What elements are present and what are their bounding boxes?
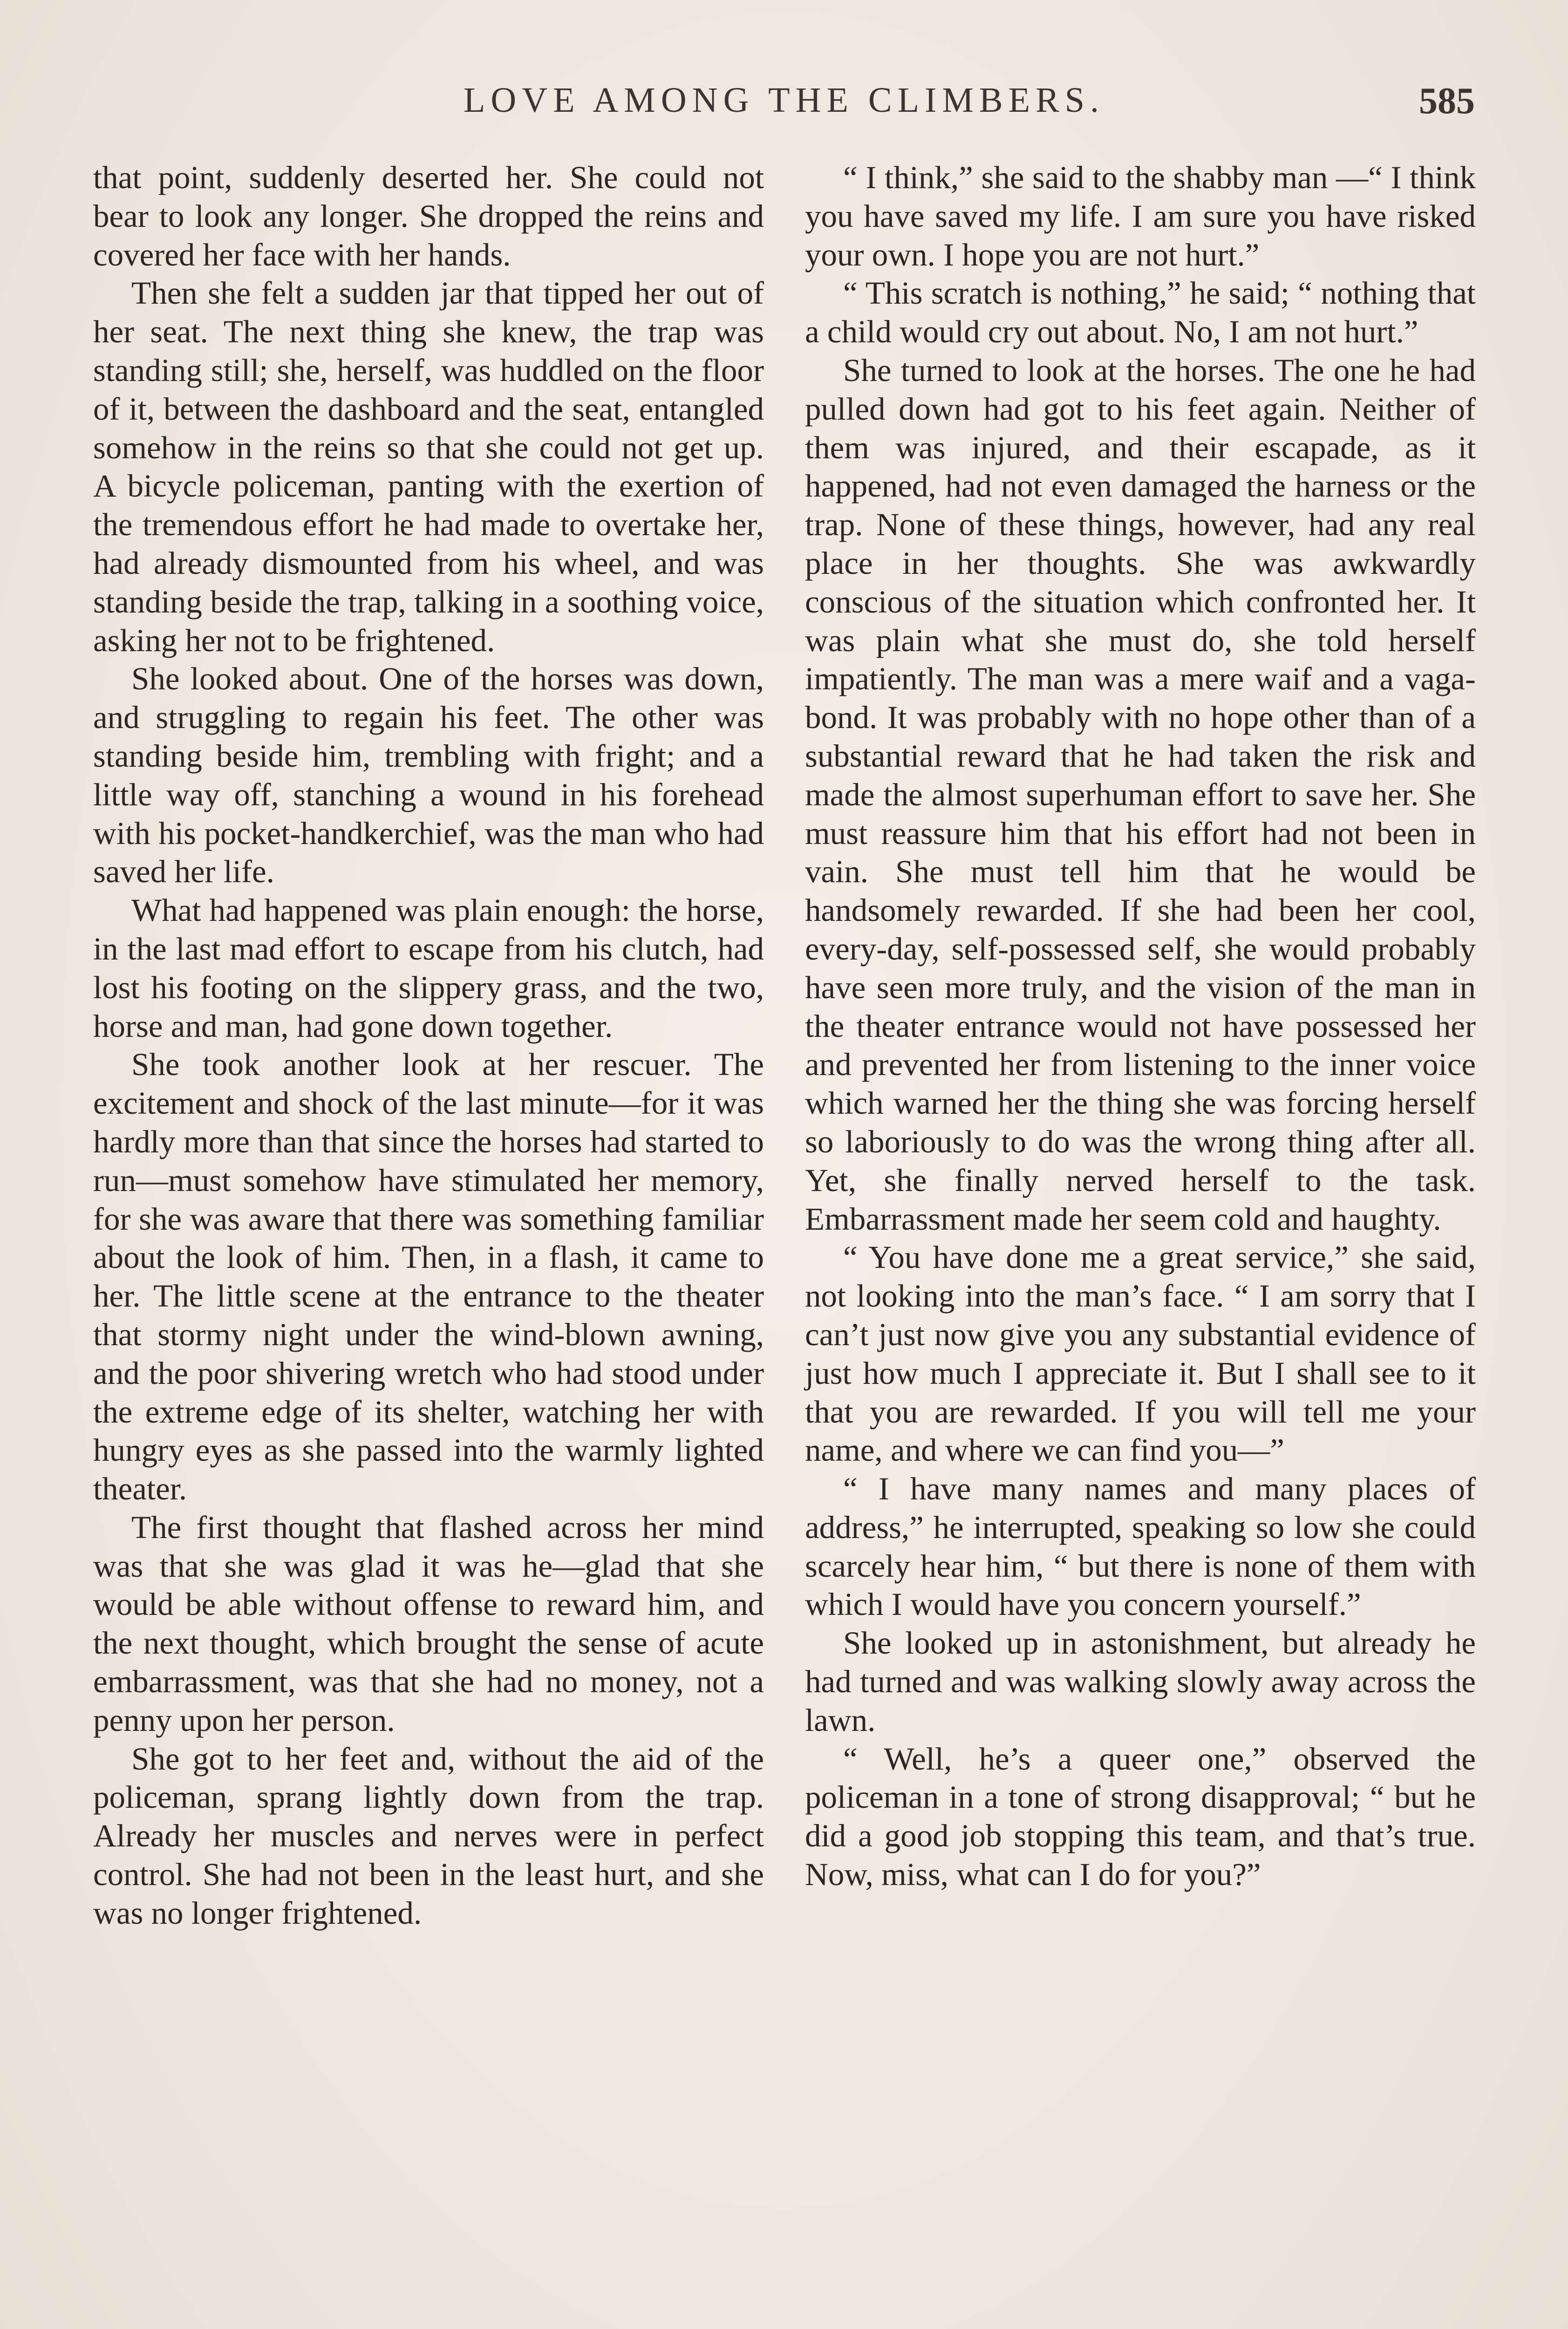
paragraph: Then she felt a sudden jar that tipped her out of her seat. The next thing she knew, the trap was standing still; she, herself, was huddled on the floor of it, between the dashboard and the seat, entangled somehow in the reins so that she could not get up. A bicycle policeman, panting with the exertion of the tremendous effort he had made to overtake her, had already dismounted from his wheel, and was standing beside the trap, talking in a soothing voice, asking her not to be frightened. bbox=[93, 275, 764, 658]
paragraph: The first thought that flashed across her mind was that she was glad it was he—glad that she would be able without offense to reward him, and the next thought, which brought the sense of acute embarrassment, was that she had no money, not a penny upon her person. bbox=[93, 1509, 764, 1738]
paragraph: What had happened was plain enough: the horse, in the last mad effort to escape from his clutch, had lost his footing on the slippery grass, and the two, horse and man, had gone down together. bbox=[93, 892, 764, 1044]
paragraph: “ Well, he’s a queer one,” observed the policeman in a tone of strong disapproval; “ but he did a good job stopping this team, and that’s true. Now, miss, what can I do for you?” bbox=[805, 1741, 1476, 1893]
paragraph: She looked about. One of the horses was down, and struggling to regain his feet. The other was standing beside him, trembling with fright; and a little way off, stanching a wound in his forehead with his pocket-handkerchief, was the man who had saved her life. bbox=[93, 661, 764, 890]
paragraph: “ This scratch is nothing,” he said; “ nothing that a child would cry out about. No, I am not hurt.” bbox=[805, 275, 1476, 350]
page-number: 585 bbox=[1419, 81, 1475, 122]
paragraph: She turned to look at the horses. The one he had pulled down had got to his feet again. Neither of them was injured, and their escapade, as it happened, had not even damaged the harness or the trap. None of these things, however, had any real place in her thoughts. She was awkwardly conscious of the situation which confronted her. It was plain what she must do, she told herself impatiently. The man was a mere waif and a vagabond. It was probably with no hope other than of a substantial reward that he had taken the risk and made the almost superhuman effort to save her. She must reassure him that his effort had not been in vain. She must tell him that he would be handsomely rewarded. If she had been her cool, every-day, self-possessed self, she would probably have seen more truly, and the vision of the man in the theater entrance would not have possessed her and prevented her from listening to the inner voice which warned her the thing she was forcing herself so laboriously to do was the wrong thing after all. Yet, she finally nerved herself to the task. Embarrassment made her seem cold and haughty. bbox=[805, 352, 1476, 1237]
paragraph: “ You have done me a great service,” she said, not looking into the man’s face. “ I am sorry that I can’t just now give you any substantial evidence of just how much I appreciate it. But I shall see to it that you are rewarded. If you will tell me your name, and where we can find you—” bbox=[805, 1239, 1476, 1468]
paragraph: She looked up in astonishment, but already he had turned and was walking slowly away across the lawn. bbox=[805, 1625, 1476, 1738]
paragraph: “ I have many names and many places of address,” he interrupted, speaking so low she could scarcely hear him, “ but there is none of them with which I would have you concern yourself.” bbox=[805, 1471, 1476, 1622]
paragraph: She got to her feet and, without the aid of the policeman, sprang lightly down from the trap. Already her muscles and nerves were in perfect control. She had not been in the least hurt, and she was no longer frightened. bbox=[93, 1741, 764, 1931]
paragraph: that point, suddenly deserted her. She could not bear to look any longer. She dropped the reins and covered her face with her hands. bbox=[93, 160, 764, 272]
page-header bbox=[93, 80, 1475, 127]
right-column bbox=[805, 158, 1476, 1894]
running-head: LOVE AMONG THE CLIMBERS. bbox=[464, 81, 1104, 120]
left-column bbox=[93, 158, 764, 1933]
paragraph: “ I think,” she said to the shabby man —“ I think you have saved my life. I am sure you have risked your own. I hope you are not hurt.” bbox=[805, 160, 1476, 272]
paragraph: She took another look at her rescuer. The excitement and shock of the last minute—for it was hardly more than that since the horses had started to run—must somehow have stimulated her memory, for she was aware that there was something familiar about the look of him. Then, in a flash, it came to her. The little scene at the entrance to the theater that stormy night under the wind-blown awning, and the poor shivering wretch who had stood under the extreme edge of its shelter, watching her with hungry eyes as she passed into the warmly lighted theater. bbox=[93, 1047, 764, 1507]
